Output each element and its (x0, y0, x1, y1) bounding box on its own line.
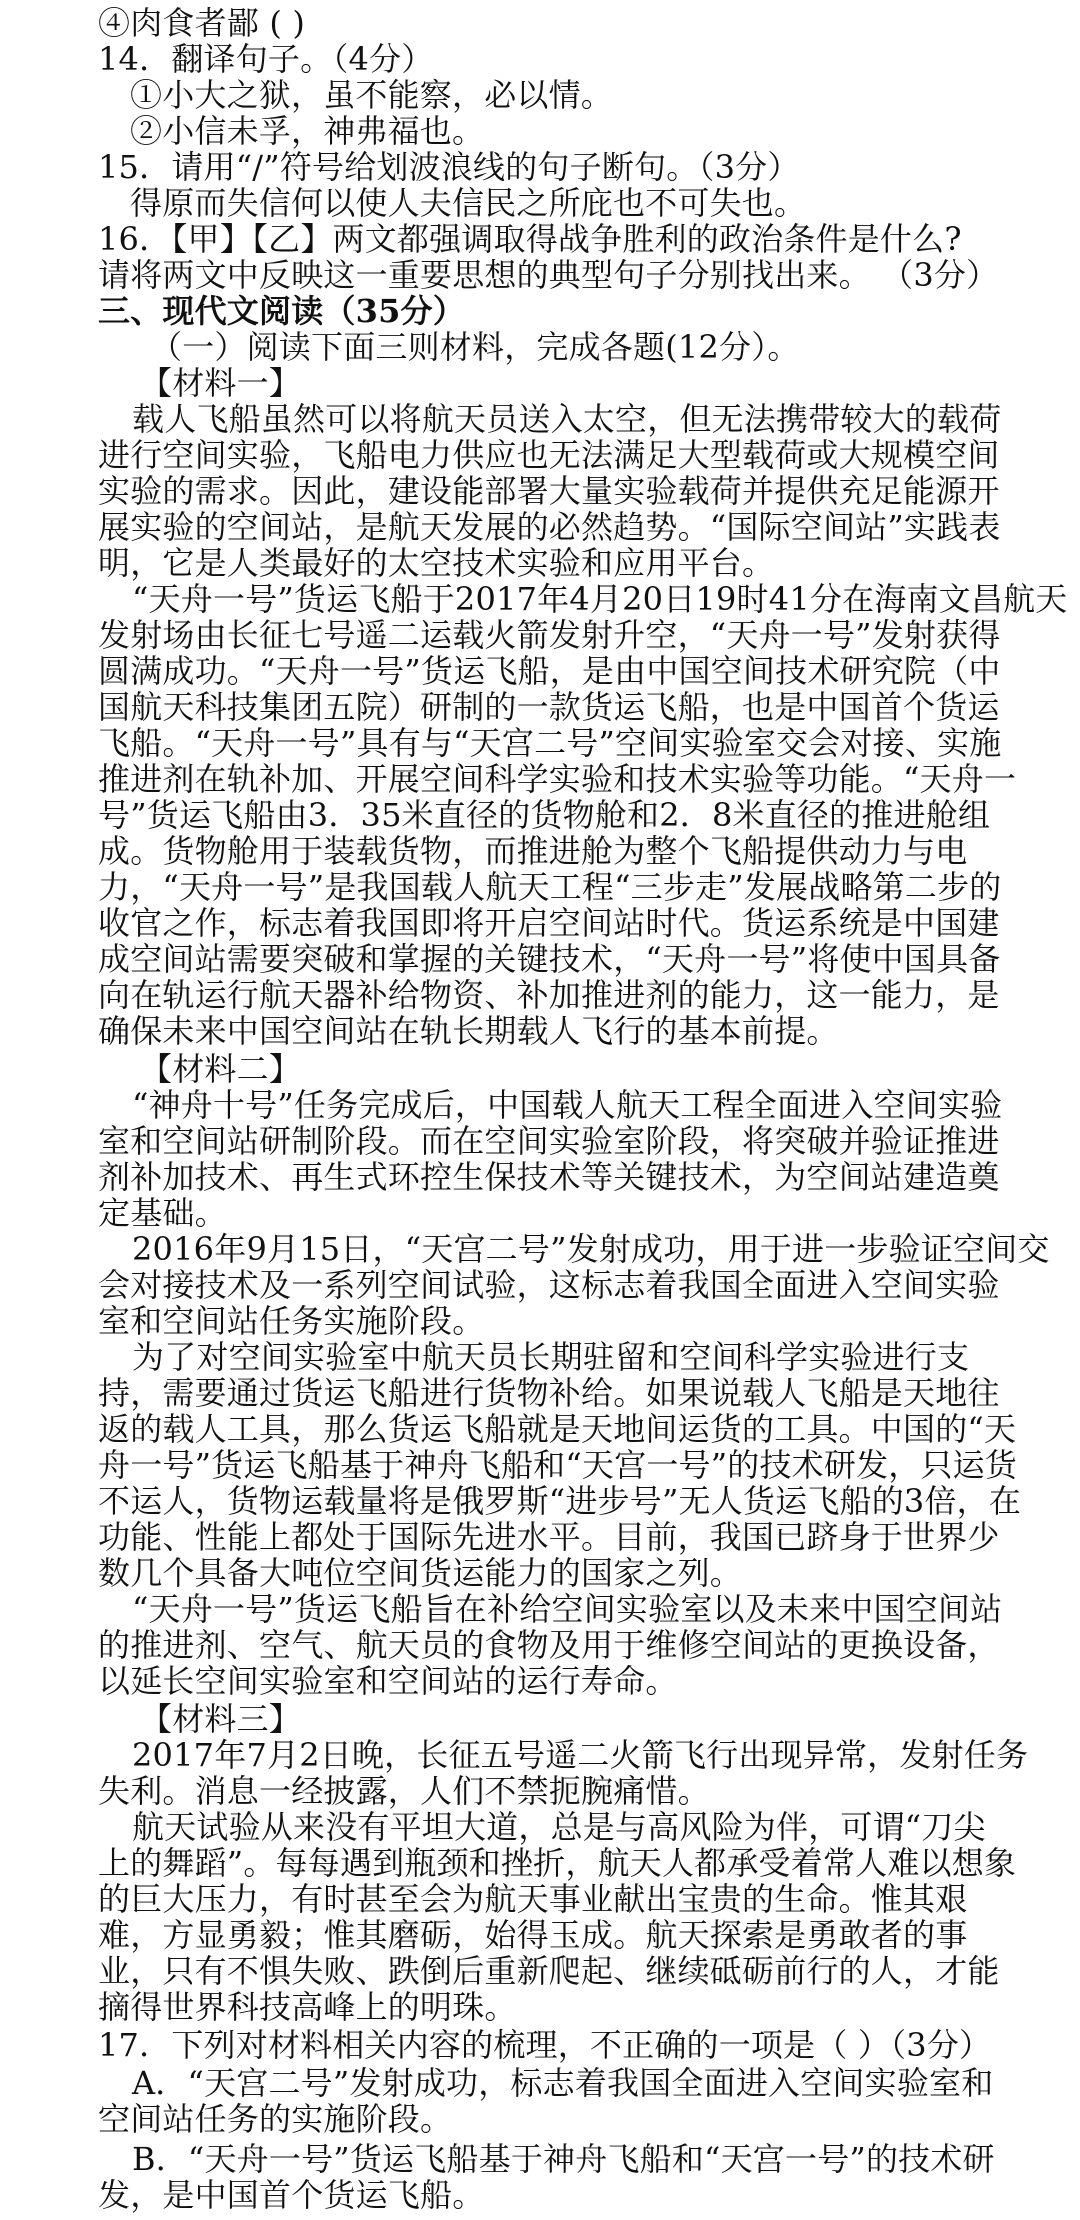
question-17-option-a: A．“天宫二号”发射成功，标志着我国全面进入空间实验室和 (132, 2064, 994, 2102)
material-2-line: 不运人，货物运载量将是俄罗斯“进步号”无人货运飞船的3倍，在 (98, 1482, 1022, 1520)
material-3-line: 2017年7月2日晚，长征五号遥二火箭飞行出现异常，发射任务 (132, 1736, 1029, 1774)
section-3-heading: 三、现代文阅读（35分） (98, 292, 465, 330)
question-17-heading: 17．下列对材料相关内容的梳理，不正确的一项是（ ）（3分） (98, 2026, 992, 2064)
question-15-sentence: 得原而失信何以使人夫信民之所庇也不可失也。 (130, 184, 807, 222)
material-1-line: 号”货运飞船由3．35米直径的货物舱和2．8米直径的推进舱组 (98, 796, 991, 834)
question-15-heading: 15．请用“/”符号给划波浪线的句子断句。（3分） (98, 148, 800, 186)
question-14-heading: 14．翻译句子。（4分） (98, 40, 434, 78)
reading-instructions: （一）阅读下面三则材料，完成各题(12分）。 (150, 328, 800, 366)
material-3-line: 业，只有不惧失败、跌倒后重新爬起、继续砥砺前行的人，才能 (98, 1952, 1000, 1990)
material-2-line: 功能、性能上都处于国际先进水平。目前，我国已跻身于世界少 (98, 1518, 1000, 1556)
question-17-option-a-cont: 空间站任务的实施阶段。 (98, 2100, 453, 2138)
material-1-line: “天舟一号”货运飞船于2017年4月20日19时41分在海南文昌航天 (132, 580, 1068, 618)
material-2-heading: 【材料二】 (140, 1050, 302, 1088)
material-1-line: 实验的需求。因此，建设能部署大量实验载荷并提供充足能源开 (98, 472, 1000, 510)
material-1-line: 国航天科技集团五院）研制的一款货运飞船，也是中国首个货运 (98, 688, 1000, 726)
material-1-line: 载人飞船虽然可以将航天员送入太空，但无法携带较大的载荷 (132, 400, 1002, 438)
material-2-line: 持，需要通过货运飞船进行货物补给。如果说载人飞船是天地往 (98, 1374, 1000, 1412)
question-16-line-1: 16．【甲】【乙】两文都强调取得战争胜利的政治条件是什么? (98, 220, 962, 258)
material-3-line: 难，方显勇毅；惟其磨砺，始得玉成。航天探索是勇敢者的事 (98, 1916, 968, 1954)
material-1-line: 圆满成功。“天舟一号”货运飞船，是由中国空间技术研究院（中 (98, 652, 1001, 690)
material-1-line: 向在轨运行航天器补给物资、补加推进剂的能力，这一能力，是 (98, 976, 1000, 1014)
material-1-heading: 【材料一】 (140, 364, 302, 402)
material-3-line: 上的舞蹈”。每每遇到瓶颈和挫折，航天人都承受着常人难以想象 (98, 1844, 1017, 1882)
material-1-line: 成。货物舱用于装载货物，而推进舱为整个飞船提供动力与电 (98, 832, 968, 870)
material-2-line: 返的载人工具，那么货运飞船就是天地间运货的工具。中国的“天 (98, 1410, 1017, 1448)
material-1-line: 明，它是人类最好的太空技术实验和应用平台。 (98, 544, 775, 582)
material-1-line: 展实验的空间站，是航天发展的必然趋势。“国际空间站”实践表 (98, 508, 1001, 546)
material-3-line: 的巨大压力，有时甚至会为航天事业献出宝贵的生命。惟其艰 (98, 1880, 968, 1918)
material-2-line: “天舟一号”货运飞船旨在补给空间实验室以及未来中国空间站 (132, 1590, 1003, 1628)
question-16-line-2: 请将两文中反映这一重要思想的典型句子分别找出来。 （3分） (98, 256, 999, 294)
material-1-line: 飞船。“天舟一号”具有与“天宫二号”空间实验室交会对接、实施 (98, 724, 1002, 762)
material-1-line: 力，“天舟一号”是我国载人航天工程“三步走”发展战略第二步的 (98, 868, 1002, 906)
material-2-line: 以延长空间实验室和空间站的运行寿命。 (98, 1662, 678, 1700)
material-1-line: 进行空间实验，飞船电力供应也无法满足大型载荷或大规模空间 (98, 436, 1000, 474)
material-2-line: 室和空间站研制阶段。而在空间实验室阶段，将突破并验证推进 (98, 1122, 1000, 1160)
material-2-line: 数几个具备大吨位空间货运能力的国家之列。 (98, 1554, 743, 1592)
material-3-line: 航天试验从来没有平坦大道，总是与高风险为伴，可谓“刀尖 (132, 1808, 986, 1846)
material-1-line: 确保未来中国空间站在轨长期载人飞行的基本前提。 (98, 1012, 839, 1050)
question-17-option-b-cont: 发，是中国首个货运飞船。 (98, 2176, 485, 2214)
material-2-line: 会对接技术及一系列空间试验，这标志着我国全面进入空间实验 (98, 1266, 1000, 1304)
question-13-item-4: ④肉食者鄙 ( ) (98, 4, 306, 42)
material-3-line: 摘得世界科技高峰上的明珠。 (98, 1988, 517, 2026)
material-2-line: 舟一号”货运飞船基于神舟飞船和“天宫一号”的技术研发，只运货 (98, 1446, 1018, 1484)
question-14-sentence-2: ②小信未孚，神弗福也。 (130, 112, 485, 150)
material-2-line: 定基础。 (98, 1194, 227, 1232)
question-14-sentence-1: ①小大之狱，虽不能察，必以情。 (130, 76, 614, 114)
material-3-line: 失利。消息一经披露，人们不禁扼腕痛惜。 (98, 1772, 710, 1810)
material-2-line: 的推进剂、空气、航天员的食物及用于维修空间站的更换设备， (98, 1626, 1000, 1664)
material-2-line: 为了对空间实验室中航天员长期驻留和空间科学实验进行支 (132, 1338, 970, 1376)
material-1-line: 发射场由长征七号遥二运载火箭发射升空，“天舟一号”发射获得 (98, 616, 1001, 654)
material-1-line: 收官之作，标志着我国即将开启空间站时代。货运系统是中国建 (98, 904, 1000, 942)
material-2-line: “神舟十号”任务完成后，中国载人航天工程全面进入空间实验 (132, 1086, 1003, 1124)
question-17-option-b: B．“天舟一号”货运飞船基于神舟飞船和“天宫一号”的技术研 (132, 2140, 995, 2178)
material-1-line: 成空间站需要突破和掌握的关键技术，“天舟一号”将使中国具备 (98, 940, 1001, 978)
material-2-line: 2016年9月15日，“天宫二号”发射成功，用于进一步验证空间交 (132, 1230, 1050, 1268)
material-1-line: 推进剂在轨补加、开展空间科学实验和技术实验等功能。“天舟一 (98, 760, 1017, 798)
material-2-line: 剂补加技术、再生式环控生保技术等关键技术，为空间站建造奠 (98, 1158, 1000, 1196)
material-3-heading: 【材料三】 (140, 1700, 302, 1738)
material-2-line: 室和空间站任务实施阶段。 (98, 1302, 485, 1340)
